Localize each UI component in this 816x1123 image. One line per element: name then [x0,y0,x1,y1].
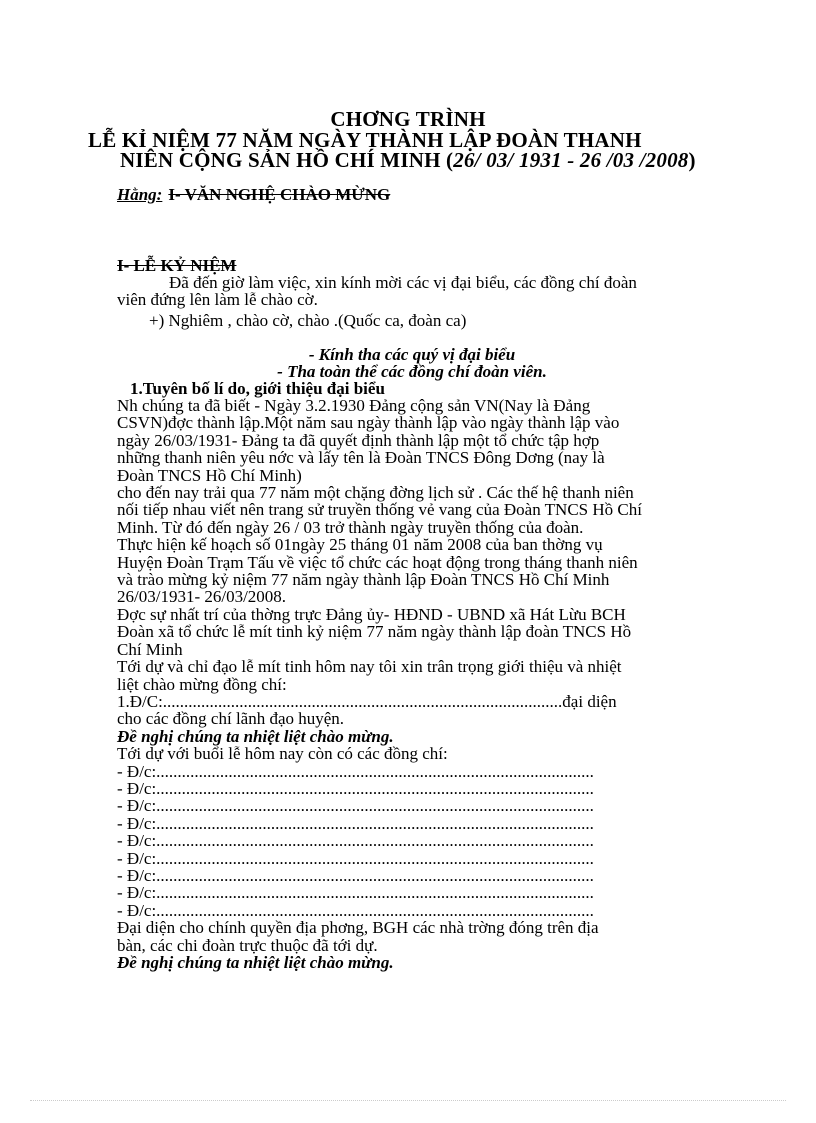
paragraph-line: Huyện Đoàn Trạm Tấu về việc tổ chức các hoạt động trong tháng thanh niên [117,552,638,572]
section-2-heading: I- LỄ KỶ NIỆM [117,256,237,275]
paragraph-line: Chí Minh [117,639,183,659]
guest-line: - Đ/c:....................................................................................................... [117,866,594,885]
opening-line: +) Nghiêm , chào cờ, chào .(Quốc ca, đoàn ca) [149,310,467,330]
closing-line: bàn, các chi đoàn trực thuộc đã tới dự. [117,935,378,955]
paragraph-line: Đoàn TNCS Hồ Chí Minh) [117,465,302,485]
paragraph-line: Đợc sự nhất trí của thờng trực Đảng ủy- HĐND - UBND xã Hát Lừu BCH [117,604,626,624]
paragraph-line: và trào mừng kỷ niệm 77 năm ngày thành lập Đoàn TNCS Hồ Chí Minh [117,570,610,590]
guest-line: - Đ/c:....................................................................................................... [117,901,594,920]
guest-line: - Đ/c:....................................................................................................... [117,762,594,780]
guest-line: - Đ/c:....................................................................................................... [117,849,594,867]
guest-line: - Đ/c:....................................................................................................... [117,797,594,815]
paragraph-line: CSVN)đợc thành lập.Một năm sau ngày thành lập vào ngày thành lập vào [117,413,620,433]
guest-line: - Đ/c:....................................................................................................... [117,779,594,798]
page-bottom-rule [30,1100,786,1101]
guest-main-line: 1.Đ/C:..............................................................................................đại diện [117,692,617,711]
paragraph-line: cho các đồng chí lãnh đạo huyện. [117,709,345,729]
guests-intro: Tới dự với buổi lễ hôm nay còn có các đồng chí: [117,744,448,764]
greeting-line: - Kính tha các quý vị đại biểu [308,345,516,364]
paragraph-line: Nh chúng ta đã biết - Ngày 3.2.1930 Đảng cộng sản VN(Nay là Đảng [117,396,591,415]
greeting-line: - Tha toàn thể các đồng chí đoàn viên. [277,362,547,382]
guest-line: - Đ/c:....................................................................................................... [117,884,594,902]
opening-block [117,274,707,329]
guest-line: - Đ/c:....................................................................................................... [117,814,594,833]
paragraph-line: nối tiếp nhau viết nên trang sử truyền thống vẻ vang của Đoàn TNCS Hồ Chí [117,500,642,520]
greeting-block [117,346,707,381]
paragraph-line: Đoàn xã tổ chức lễ mít tinh kỷ niệm 77 năm ngày thành lập đoàn TNCS Hồ [117,622,632,642]
opening-line: viên đứng lên làm lễ chào cờ. [117,290,318,310]
paragraph-line: Minh. Từ đó đến ngày 26 / 03 trở thành ngày truyền thống của đoàn. [117,517,584,537]
paragraph-line: liệt chào mừng đồng chí: [117,674,287,694]
paragraph-line: Thực hiện kế hoạch số 01ngày 25 tháng 01 năm 2008 của ban thờng vụ [117,535,603,555]
applause-line: Đề nghị chúng ta nhiệt liệt chào mừng. [117,726,394,746]
main-paragraphs [117,397,717,971]
closing-line: Đại diện cho chính quyền địa phơng, BGH các nhà trờng đóng trên địa [117,918,599,938]
applause-line: Đề nghị chúng ta nhiệt liệt chào mừng. [117,953,394,972]
opening-line: Đã đến giờ làm việc, xin kính mời các vị đại biểu, các đồng chí đoàn [169,273,637,292]
paragraph-line: những thanh niên yêu nớc và lấy tên là Đoàn TNCS Đông Dơng (nay là [117,448,605,468]
section-1-heading [117,185,390,205]
document-title-line3: NIÊN CỘNG SẢN HỒ CHÍ MINH (26/ 03/ 1931 - 26 /03 /2008) [120,148,696,172]
paragraph-line: Tới dự và chỉ đạo lễ mít tinh hôm nay tôi xin trân trọng giới thiệu và nhiệt [117,657,622,677]
date-range: 26/ 03/ 1931 - 26 /03 /2008 [453,148,689,172]
paragraph-line: ngày 26/03/1931- Đảng ta đã quyết định thành lập một tổ chức tập hợp [117,430,600,450]
paragraph-line: 26/03/1931- 26/03/2008. [117,587,287,607]
section-1-title: I- VĂN NGHỆ CHÀO MỪNG [168,185,391,204]
subheading: 1.Tuyên bố lí do, giới thiệu đại biểu [130,379,385,398]
document-title-line2: LỄ KỈ NIỆM 77 NĂM NGÀY THÀNH LẬP ĐOÀN THANH [88,128,642,152]
document-title: CHƠNG TRÌNH [330,107,486,131]
paragraph-line: cho đến nay trải qua 77 năm một chặng đờng lịch sử . Các thế hệ thanh niên [117,483,634,503]
guest-line: - Đ/c:....................................................................................................... [117,832,594,850]
performer-label: Hằng: [117,185,163,204]
